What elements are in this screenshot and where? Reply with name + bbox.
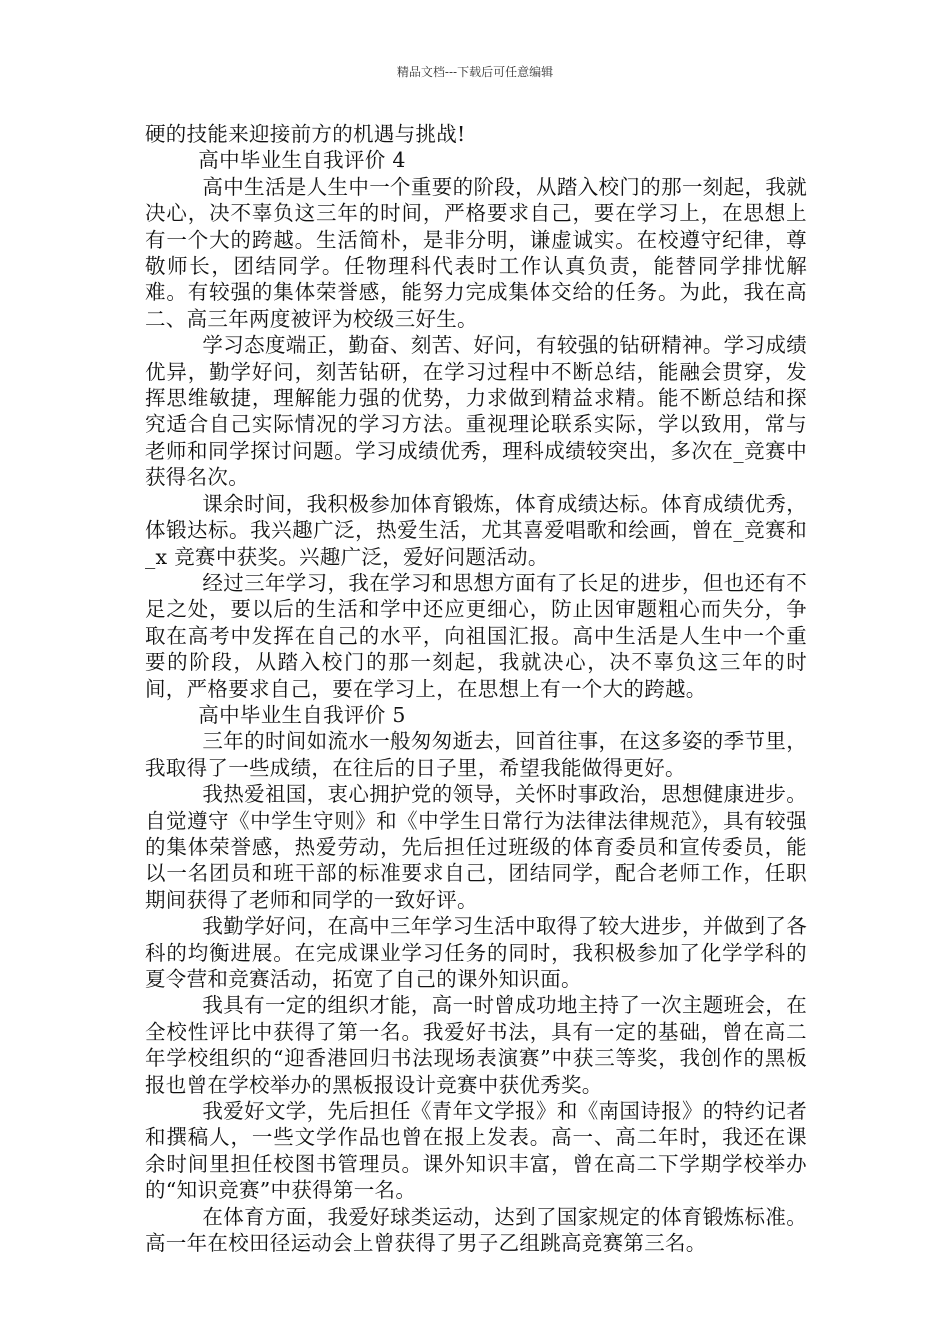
paragraph: 我热爱祖国，衷心拥护党的领导，关怀时事政治，思想健康进步。自觉遵守《中学生守则》和《中学生日常行为法律法律规范》，具有较强的集体荣誉感，热爱劳动，先后担任过班级的体育委员和宣传委员，能以一名团员和班干部的标准要求自己，团结同学，配合老师工作，任职期间获得了老师和同学的一致好评。 xyxy=(145,782,807,912)
document-body xyxy=(145,121,807,1256)
paragraph: 我具有一定的组织才能，高一时曾成功地主持了一次主题班会，在全校性评比中获得了第一名。我爱好书法，具有一定的基础，曾在高二年学校组织的“迎香港回归书法现场表演赛”中获三等奖，我创作的黑板报也曾在学校举办的黑板报设计竞赛中获优秀奖。 xyxy=(145,993,807,1097)
paragraph: 高中生活是人生中一个重要的阶段，从踏入校门的那一刻起，我就决心，决不辜负这三年的时间，严格要求自己，要在学习上，在思想上有一个大的跨越。生活简朴，是非分明，谦虚诚实。在校遵守纪律，尊敬师长，团结同学。任物理科代表时工作认真负责，能替同学排忧解难。有较强的集体荣誉感，能努力完成集体交给的任务。为此，我在高二、高三年两度被评为校级三好生。 xyxy=(145,174,807,331)
page-header: 精品文档---下载后可任意编辑 xyxy=(396,65,554,79)
section-heading-5: 高中毕业生自我评价 5 xyxy=(198,702,406,727)
paragraph: 学习态度端正，勤奋、刻苦、好问，有较强的钻研精神。学习成绩优异，勤学好问，刻苦钻研，在学习过程中不断总结，能融会贯穿，发挥思维敏捷，理解能力强的优势，力求做到精益求精。能不断总结和探究适合自己实际情况的学习方法。重视理论联系实际，学以致用，常与老师和同学探讨问题。学习成绩优秀，理科成绩较突出，多次在_竞赛中获得名次。 xyxy=(145,333,807,490)
paragraph: 经过三年学习，我在学习和思想方面有了长足的进步，但也还有不足之处，要以后的生活和学中还应更细心，防止因审题粗心而失分，争取在高考中发挥在自己的水平，向祖国汇报。高中生活是人生中一个重要的阶段，从踏入校门的那一刻起，我就决心，决不辜负这三年的时间，严格要求自己，要在学习上，在思想上有一个大的跨越。 xyxy=(145,570,807,701)
paragraph: 我勤学好问，在高中三年学习生活中取得了较大进步，并做到了各科的均衡进展。在完成课业学习任务的同时，我积极参加了化学学科的夏令营和竞赛活动，拓宽了自己的课外知识面。 xyxy=(145,914,807,991)
paragraph: 在体育方面，我爱好球类运动，达到了国家规定的体育锻炼标准。高一年在校田径运动会上曾获得了男子乙组跳高竞赛第三名。 xyxy=(145,1204,807,1256)
paragraph: 三年的时间如流水一般匆匆逝去，回首往事，在这多姿的季节里，我取得了一些成绩，在往后的日子里，希望我能做得更好。 xyxy=(145,729,807,780)
paragraph-continuation: 硬的技能来迎接前方的机遇与挑战! xyxy=(145,122,466,146)
paragraph: 我爱好文学，先后担任《青年文学报》和《南国诗报》的特约记者和撰稿人，一些文学作品也曾在报上发表。高一、高二年时，我还在课余时间里担任校图书管理员。课外知识丰富，曾在高二下学期学校举办的“知识竞赛”中获得第一名。 xyxy=(145,1099,807,1203)
section-heading-4: 高中毕业生自我评价 4 xyxy=(198,148,406,173)
paragraph: 课余时间，我积极参加体育锻炼，体育成绩达标。体育成绩优秀，体锻达标。我兴趣广泛，热爱生活，尤其喜爱唱歌和绘画，曾在_竞赛和_x 竞赛中获奖。兴趣广泛，爱好问题活动。 xyxy=(145,491,807,569)
